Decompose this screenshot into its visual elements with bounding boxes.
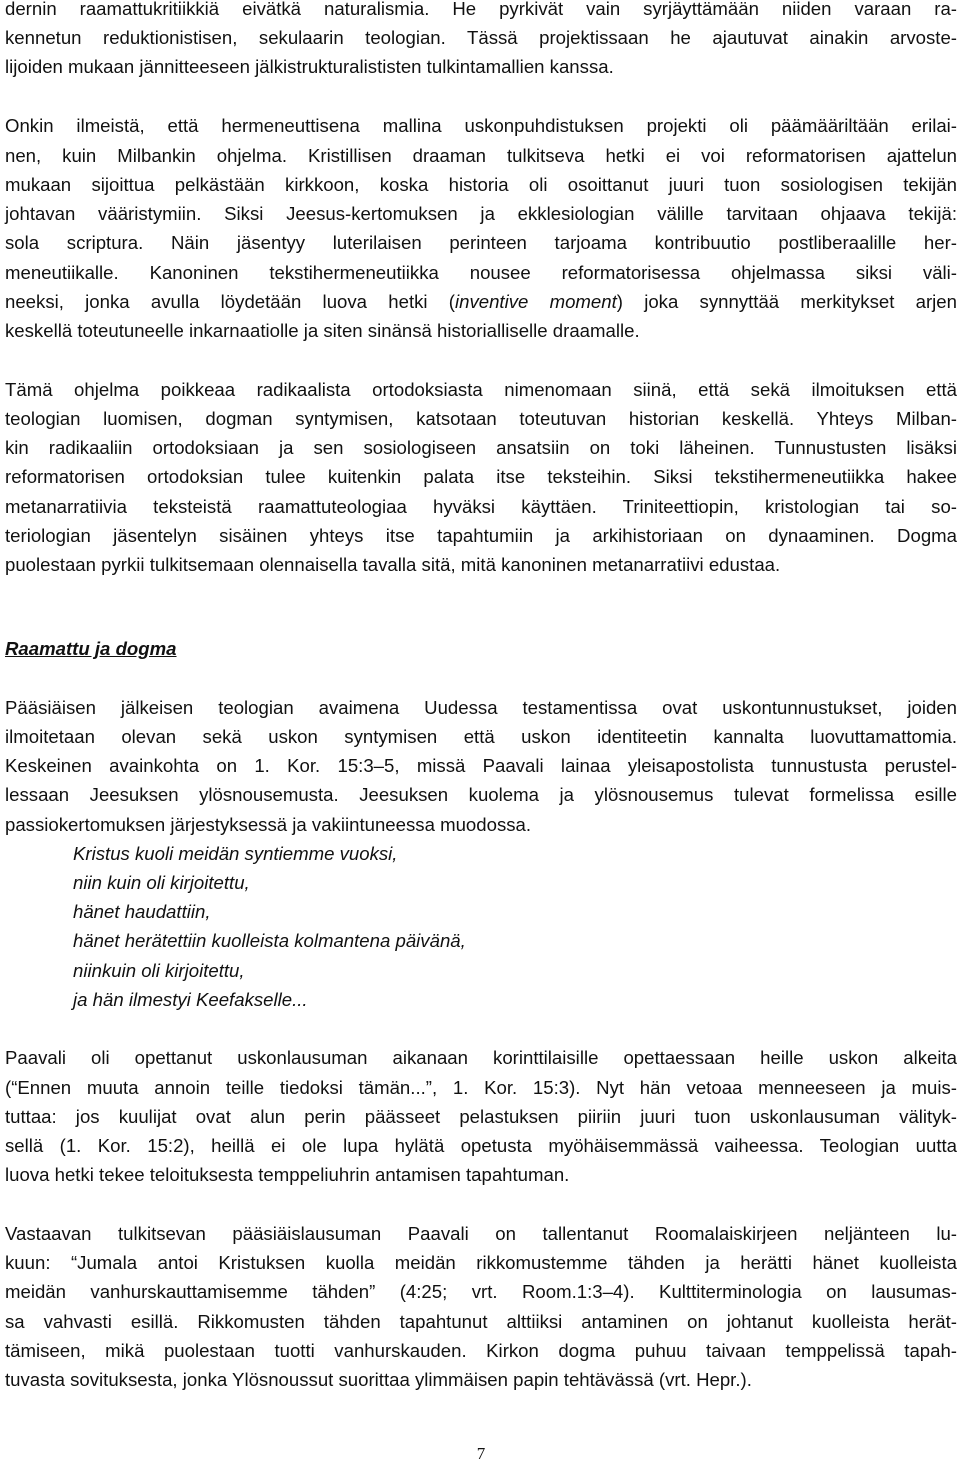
quote-line: Kristus kuoli meidän syntiemme vuoksi, [73,843,398,864]
text-line: sellä (1. Kor. 15:2), heillä ei ole lupa hylätä opetusta myöhäisemmässä vaiheessa. Teologian uutta [5,1135,957,1156]
text-line: tuvasta sovituksesta, jonka Ylösnoussut suorittaa ylimmäisen papin tehtävässä (vrt. Hepr.). [5,1369,752,1390]
text-line: tuttaa: jos kuulijat ovat alun perin päässeet pelastuksen piiriin juuri tuon uskonlausuman välityk- [5,1106,957,1127]
text-line: meneutiikalle. Kanoninen tekstihermeneutiikka nousee reformatorisessa ohjelmassa siksi väli- [5,262,957,283]
text-line: mukaan sijoittua pelkästään kirkkoon, koska historia oli osoittanut juuri tuon sosiologisen tekijän [5,174,957,195]
text-line: sola scriptura. Näin jäsentyy luterilaisen perinteen tarjoama kontribuutio postliberaalille her- [5,232,957,253]
text-line: puolestaan pyrkii tulkitsemaan olennaisella tavalla sitä, mitä kanoninen metanarratiivi edustaa. [5,554,781,575]
text-line: passiokertomuksen järjestyksessä ja vakiintuneessa muodossa. [5,814,532,835]
text-line: reformatorisen ortodoksian tulee kuitenkin palata itse teksteihin. Siksi tekstihermeneutiikka hakee [5,466,957,487]
text-line: Keskeinen avainkohta on 1. Kor. 15:3–5, missä Paavali lainaa yleisapostolista tunnustusta perustel- [5,755,957,776]
text-line: Onkin ilmeistä, että hermeneuttisena mallina uskonpuhdistuksen projekti oli päämääriltään erilai- [5,115,957,136]
quote-line: niin kuin oli kirjoitettu, [73,872,250,893]
text-line: metanarratiivia teksteistä raamattuteologiaa hyväksi käyttäen. Triniteettiopin, kristologian tai so- [5,496,957,517]
text-line: dernin raamattukritiikkiä eivätkä naturalismia. He pyrkivät vain syrjäyttämään niiden varaan ra- [5,0,957,19]
text-line: Tämä ohjelma poikkeaa radikaalista ortodoksiasta nimenomaan siinä, että sekä ilmoituksen että [5,379,957,400]
text-fragment: neeksi, jonka avulla löydetään luova hetki ( [5,291,455,312]
text-line: luova hetki tekee teloituksesta temppeliuhrin antamisen tapahtuman. [5,1164,570,1185]
text-line: nen, kuin Milbankin ohjelma. Kristillisen draaman tulkitseva hetki ei voi reformatorisen ajattelun [5,145,957,166]
text-line: tämiseen, mikä puolestaan tuotti vanhurskauden. Kirkon dogma puhuu taivaan temppelissä tapah- [5,1340,957,1361]
text-line: kuun: “Jumala antoi Kristuksen kuolla meidän rikkomustemme tähden ja herätti hänet kuolleista [5,1252,957,1273]
text-line [5,287,957,316]
text-line: Vastaavan tulkitsevan pääsiäislausuman Paavali on tallentanut Roomalaiskirjeen neljänteen lu- [5,1223,957,1244]
text-line: lessaan Jeesuksen ylösnousemusta. Jeesuksen kuolema ja ylösnousemus tulevat formelissa esille [5,784,957,805]
emphasis-text: inventive moment [454,291,617,312]
text-line: Paavali oli opettanut uskonlausuman aikanaan korinttilaisille opettaessaan heille uskon alkeita [5,1047,957,1068]
text-line: teriologian jäsentelyn sisäinen yhteys itse tapahtumiin ja arkihistoriaan on dynaaminen. Dogma [5,525,957,546]
quote-line: hänet herätettiin kuolleista kolmantena päivänä, [73,930,466,951]
text-line: keskellä toteutuneelle inkarnaatiolle ja siten sinänsä historialliselle draamalle. [5,320,640,341]
document-page [5,0,957,1467]
quote-line: ja hän ilmestyi Keefakselle... [73,989,308,1010]
text-line: lijoiden mukaan jännitteeseen jälkistrukturalististen tulkintamallien kanssa. [5,56,614,77]
text-line: (“Ennen muuta annoin teille tiedoksi tämän...”, 1. Kor. 15:3). Nyt hän vetoaa menneeseen ja muis- [5,1077,957,1098]
text-line: meidän vanhurskauttamisemme tähden” (4:25; vrt. Room.1:3–4). Kulttiterminologia on lausumas- [5,1281,957,1302]
text-line: kennetun reduktionistisen, sekulaarin teologian. Tässä projektissaan he ajautuvat ainakin arvoste- [5,27,957,48]
quote-line: niinkuin oli kirjoitettu, [73,960,245,981]
section-heading: Raamattu ja dogma [5,638,177,659]
text-line: kin radikaaliin ortodoksiaan ja sen sosiologiseen ansatsiin on toki läheinen. Tunnustusten lisäksi [5,437,957,458]
page-number: 7 [476,1444,486,1463]
text-line: sa vahvasti esillä. Rikkomusten tähden tapahtunut alttiiksi antaminen on johtanut kuolleista herät- [5,1311,957,1332]
quote-line: hänet haudattiin, [73,901,211,922]
text-fragment: ) joka synnyttää merkitykset arjen [616,291,957,312]
text-line: teologian luomisen, dogman syntymisen, katsotaan toteutuvan historian keskellä. Yhteys Milban- [5,408,957,429]
text-line: Pääsiäisen jälkeisen teologian avaimena Uudessa testamentissa ovat uskontunnustukset, joiden [5,697,957,718]
text-line: ilmoitetaan olevan sekä uskon syntymisen että uskon identiteetin kannalta luovuttamattomia. [5,726,957,747]
text-line: johtavan vääristymiin. Siksi Jeesus-kertomuksen ja ekklesiologian välille tarvitaan ohjaava tekijä: [5,203,957,224]
